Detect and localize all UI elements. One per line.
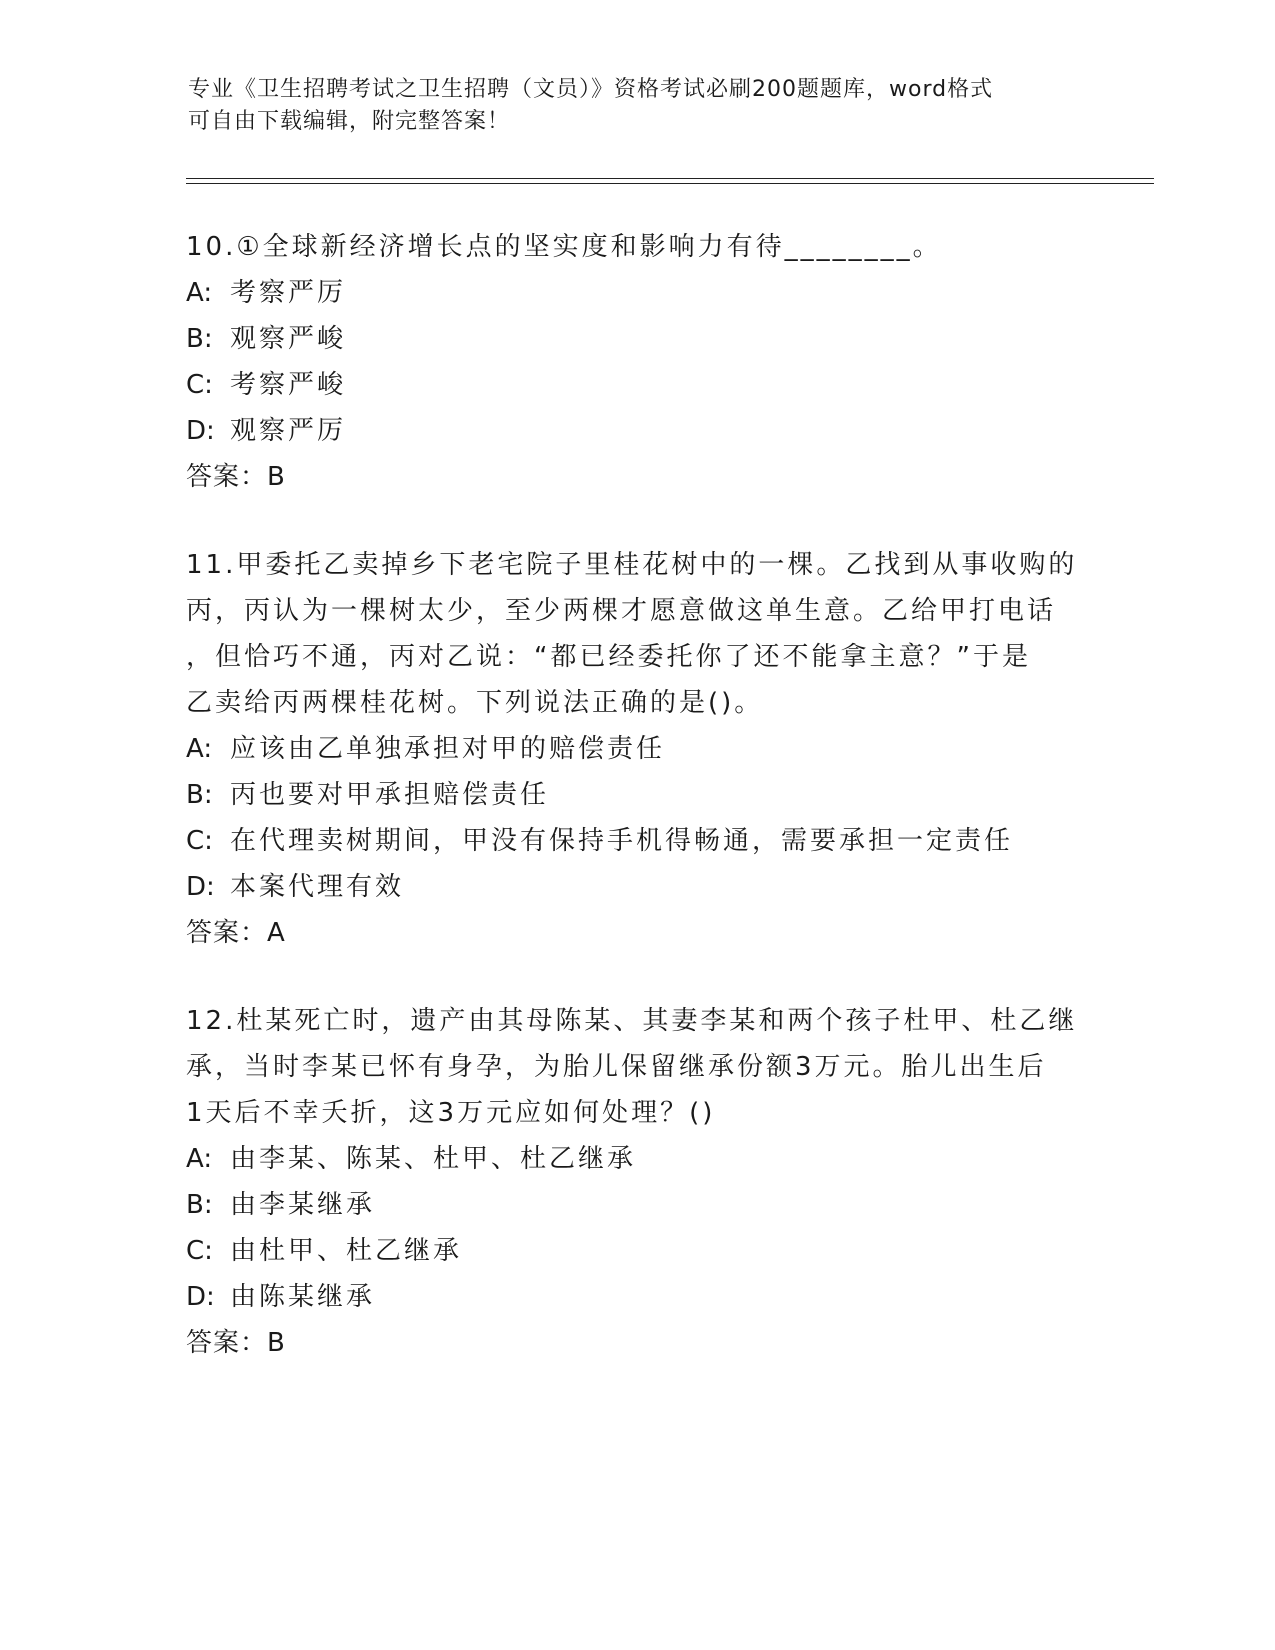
- option-b: [186, 316, 1086, 362]
- option-text: 本案代理有效: [230, 872, 405, 902]
- option-text: 应该由乙单独承担对甲的赔偿责任: [230, 734, 666, 764]
- option-d: [186, 1274, 1086, 1320]
- option-text: 由杜甲、杜乙继承: [230, 1236, 463, 1266]
- answer: 答案：B: [186, 1328, 286, 1358]
- question-stem-line: 11.甲委托乙卖掉乡下老宅院子里桂花树中的一棵。乙找到从事收购的: [186, 550, 1078, 580]
- option-key: B:: [186, 780, 213, 810]
- option-c: [186, 362, 1086, 408]
- option-a: [186, 726, 1086, 772]
- option-text: 在代理卖树期间，甲没有保持手机得畅通，需要承担一定责任: [230, 826, 1014, 856]
- question-12: [186, 998, 1086, 1366]
- option-key: A:: [186, 1144, 213, 1174]
- option-a: [186, 270, 1086, 316]
- header-rule-bottom: [186, 183, 1154, 184]
- option-text: 考察严峻: [230, 370, 347, 400]
- option-text: 考察严厉: [230, 278, 347, 308]
- document-header: [188, 74, 1078, 138]
- option-d: [186, 864, 1086, 910]
- option-a: [186, 1136, 1086, 1182]
- answer: 答案：B: [186, 462, 286, 492]
- option-key: C:: [186, 826, 213, 856]
- question-stem-line: 承，当时李某已怀有身孕，为胎儿保留继承份额3万元。胎儿出生后: [186, 1052, 1047, 1082]
- option-c: [186, 818, 1086, 864]
- option-key: D:: [186, 1282, 215, 1312]
- question-stem-line: 12.杜某死亡时，遗产由其母陈某、其妻李某和两个孩子杜甲、杜乙继: [186, 1006, 1078, 1036]
- option-text: 由陈某继承: [230, 1282, 376, 1312]
- answer: 答案：A: [186, 918, 286, 948]
- header-rule-top: [186, 178, 1154, 179]
- option-d: [186, 408, 1086, 454]
- question-stem-line: 丙，丙认为一棵树太少，至少两棵才愿意做这单生意。乙给甲打电话: [186, 596, 1057, 626]
- option-text: 丙也要对甲承担赔偿责任: [230, 780, 550, 810]
- question-stem-line: ，但恰巧不通，丙对乙说：“都已经委托你了还不能拿主意？”于是: [186, 642, 1031, 672]
- option-key: D:: [186, 872, 215, 902]
- option-text: 由李某继承: [230, 1190, 376, 1220]
- option-text: 观察严厉: [230, 416, 347, 446]
- option-text: 观察严峻: [230, 324, 347, 354]
- option-text: 由李某、陈某、杜甲、杜乙继承: [230, 1144, 637, 1174]
- question-stem-line: 乙卖给丙两棵桂花树。下列说法正确的是()。: [186, 688, 764, 718]
- option-key: C:: [186, 1236, 213, 1266]
- question-list: [186, 224, 1086, 1408]
- header-line-2: 可自由下载编辑，附完整答案！: [188, 109, 511, 134]
- question-stem-line: 10.①全球新经济增长点的坚实度和影响力有待________。: [186, 232, 942, 262]
- option-key: C:: [186, 370, 213, 400]
- option-b: [186, 1182, 1086, 1228]
- question-stem-line: 1天后不幸夭折，这3万元应如何处理？(): [186, 1098, 716, 1128]
- header-line-1: 专业《卫生招聘考试之卫生招聘（文员）》资格考试必刷200题题库，word格式: [188, 77, 994, 102]
- option-key: D:: [186, 416, 215, 446]
- question-10: [186, 224, 1086, 500]
- option-key: B:: [186, 324, 213, 354]
- option-key: A:: [186, 278, 213, 308]
- option-c: [186, 1228, 1086, 1274]
- option-key: A:: [186, 734, 213, 764]
- option-b: [186, 772, 1086, 818]
- option-key: B:: [186, 1190, 213, 1220]
- question-11: [186, 542, 1086, 956]
